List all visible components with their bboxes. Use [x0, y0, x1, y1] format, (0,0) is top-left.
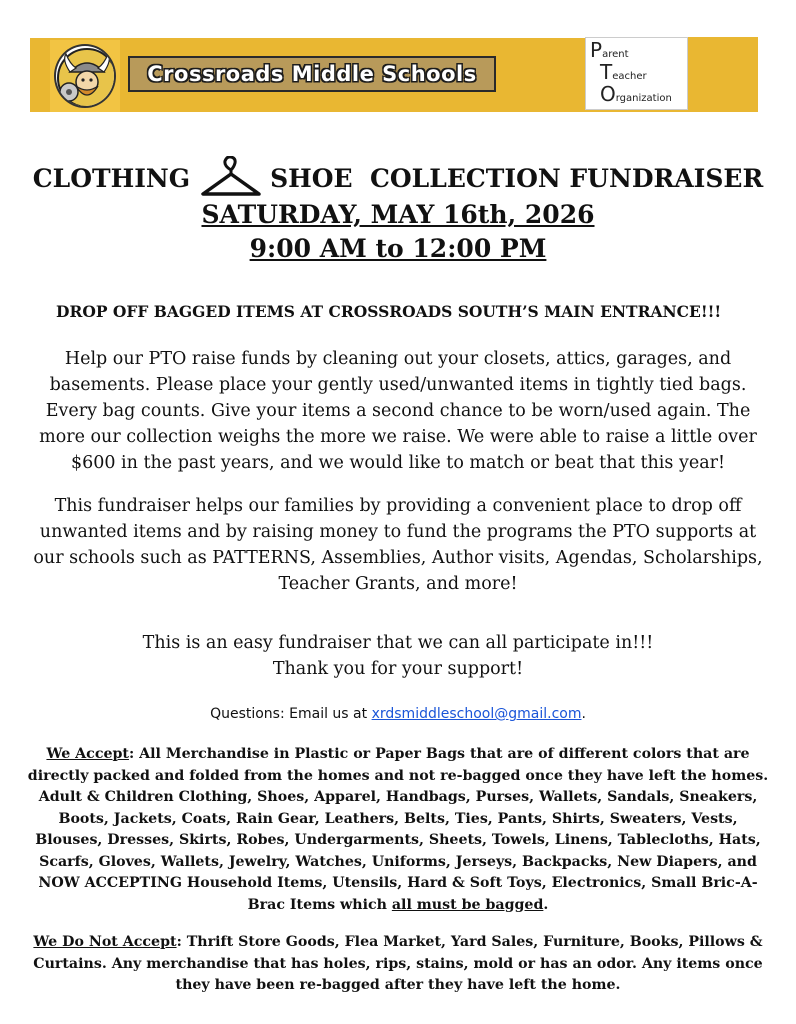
event-time: 9:00 AM to 12:00 PM: [249, 234, 547, 263]
accept-section: [26, 744, 770, 916]
closing-line-2: Thank you for your support!: [272, 659, 524, 679]
accept-emphasis: all must be bagged: [391, 896, 544, 913]
event-date: SATURDAY, MAY 16th, 2026: [201, 200, 595, 229]
banner-right-end: [688, 37, 758, 112]
school-name: Crossroads Middle Schools: [147, 62, 477, 86]
questions-suffix: .: [581, 706, 586, 722]
title-right: SHOE COLLECTION FUNDRAISER: [270, 163, 764, 193]
accept-text: : All Merchandise in Plastic or Paper Bags that are of different colors that are directly packed and folded from the homes and not re-bagged once they have left the homes. Adult & Children Clothing, Shoes, Apparel, Handbags, Purses, Wallets, Sandals, Sneakers, Boots, Jackets, Coats, Rain Gear, Leathers, Belts, Ties, Pants, Shirts, Sweaters, Vests, Blouses, Dresses, Skirts, Robes, Undergarments, Sheets, Towels, Linens, Tablecloths, Hats, Scarfs, Gloves, Wallets, Jewelry, Watches, Uniforms, Jerseys, Backpacks, New Diapers, and NOW ACCEPTING Household Items, Utensils, Hard & Soft Toys, Electronics, Small Bric-A-Brac Items which: [27, 746, 769, 913]
hanger-icon: [200, 156, 262, 200]
closing-paragraph: [28, 630, 768, 682]
intro-paragraph: Help our PTO raise funds by cleaning out your closets, attics, garages, and basements. Please place your gently used/unwanted items in tightly tied bags. Every bag counts. Give your items a second chance to be worn/used again. The more our collection weighs the more we raise. We were able to raise a little over $600 in the past years, and we would like to match or beat that this year!: [39, 349, 757, 473]
questions-line: [0, 706, 796, 722]
viking-mascot-icon: [54, 44, 116, 108]
accept-label: We Accept: [46, 746, 129, 762]
school-name-plate: [128, 56, 496, 92]
pto-line-parent: Parent: [590, 38, 629, 62]
not-accept-label: We Do Not Accept: [33, 934, 177, 950]
not-accept-section: [26, 932, 770, 997]
questions-prefix: Questions: Email us at: [210, 706, 372, 722]
school-mascot-logo: [50, 40, 120, 112]
email-link[interactable]: xrdsmiddleschool@gmail.com: [371, 706, 582, 722]
accept-end: .: [543, 896, 549, 913]
pto-line-teacher: Teacher: [600, 60, 647, 84]
dropoff-notice: DROP OFF BAGGED ITEMS AT CROSSROADS SOUTH’S MAIN ENTRANCE!!!: [56, 302, 722, 321]
closing-line-1: This is an easy fundraiser that we can all participate in!!!: [142, 633, 654, 653]
not-accept-text: : Thrift Store Goods, Flea Market, Yard Sales, Furniture, Books, Pillows & Curtains. Any merchandise that has holes, rips, stains, mold or has an odor. Any items once they have been re-bagged after they have left the home.: [33, 934, 763, 993]
page-title: [0, 156, 796, 200]
title-left: CLOTHING: [32, 163, 191, 193]
benefits-paragraph: This fundraiser helps our families by providing a convenient place to drop off unwanted items and by raising money to fund the programs the PTO supports at our schools such as PATTERNS, Assemblies, Author visits, Agendas, Scholarships, Teacher Grants, and more!: [33, 496, 763, 594]
pto-logo: [585, 37, 688, 110]
pto-line-organization: Organization: [600, 82, 672, 106]
